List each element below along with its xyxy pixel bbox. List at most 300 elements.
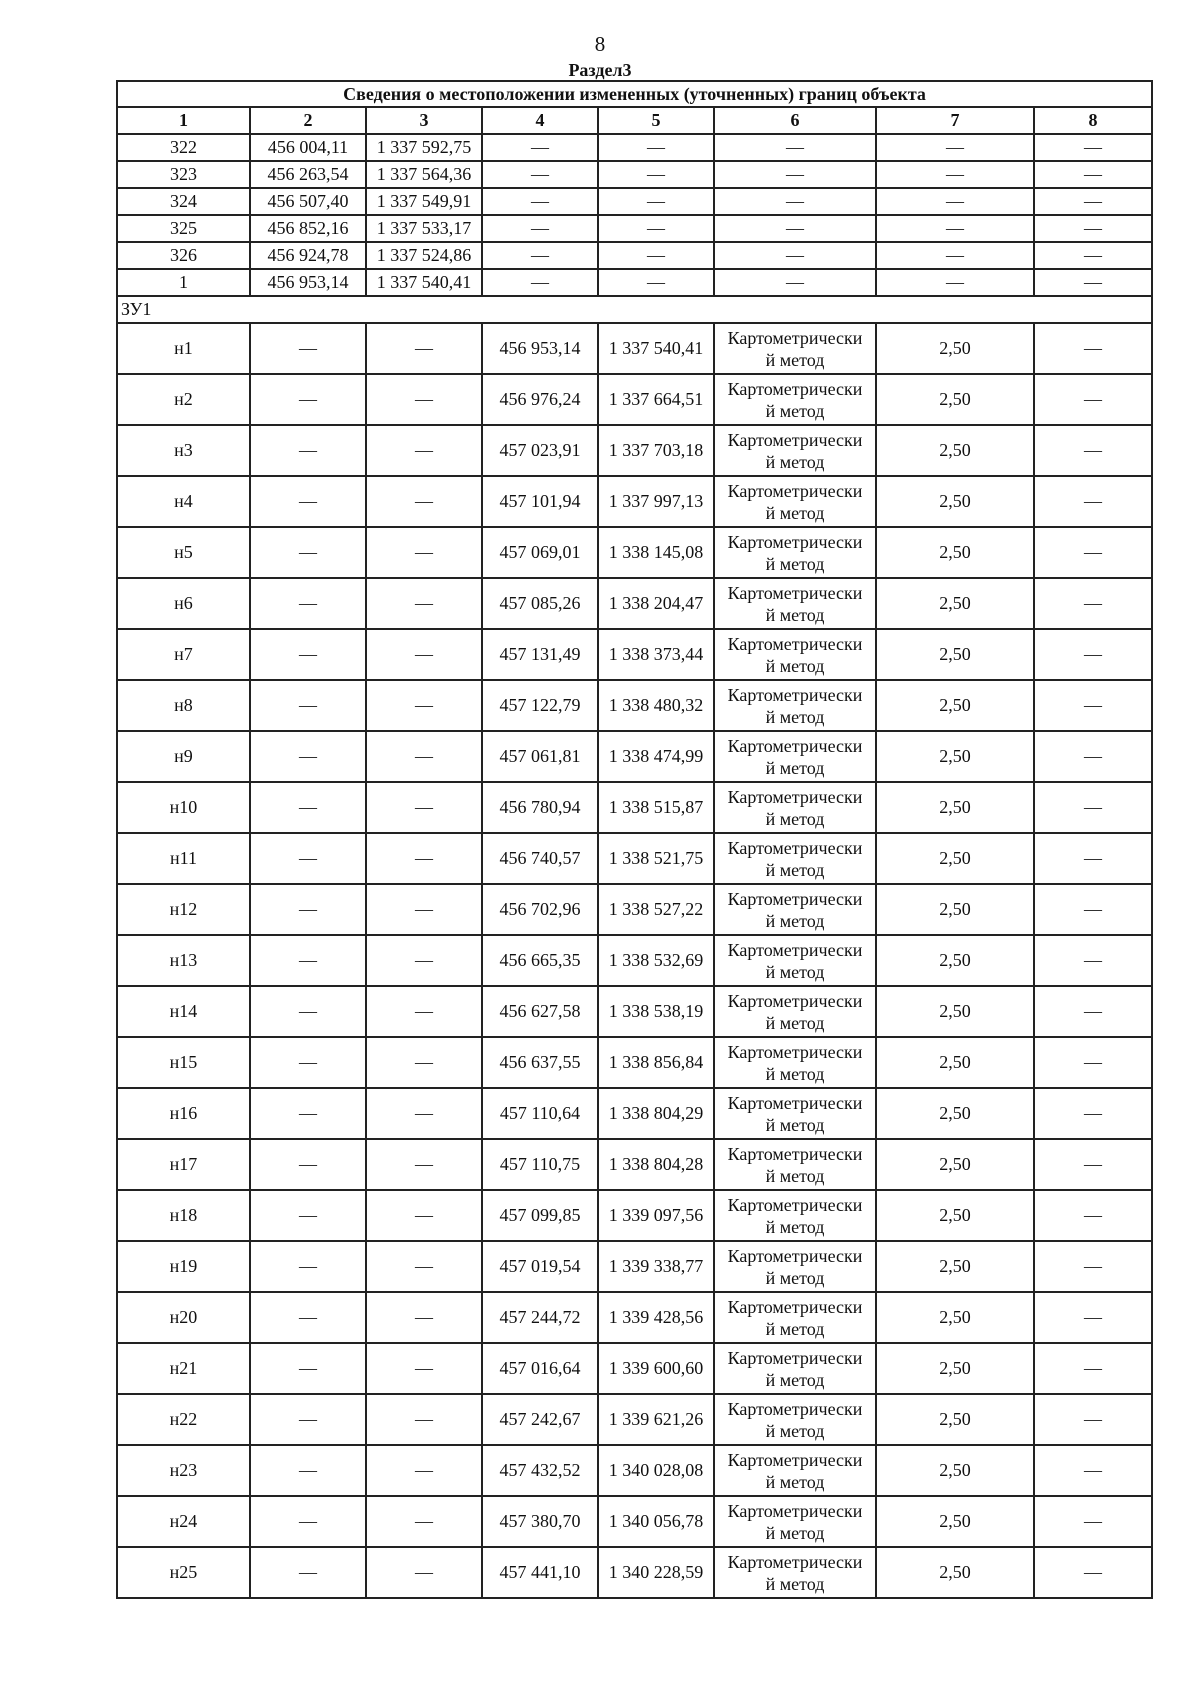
table-row: [117, 1292, 1152, 1343]
accuracy-cell: 2,50: [876, 1241, 1034, 1292]
point-id-cell: н10: [117, 782, 250, 833]
point-id-cell: н8: [117, 680, 250, 731]
point-id-cell: н15: [117, 1037, 250, 1088]
empty-cell: —: [714, 161, 876, 188]
empty-cell: —: [482, 134, 598, 161]
method-text-line2: й метод: [765, 400, 825, 421]
y-coordinate-cell: 1 339 600,60: [598, 1343, 714, 1394]
y-coordinate-cell: 1 338 515,87: [598, 782, 714, 833]
y-coordinate-cell: 1 340 028,08: [598, 1445, 714, 1496]
accuracy-cell: 2,50: [876, 1190, 1034, 1241]
empty-cell: —: [1034, 476, 1152, 527]
point-id-cell: н19: [117, 1241, 250, 1292]
point-id-cell: н21: [117, 1343, 250, 1394]
page-number: 8: [594, 32, 606, 56]
table-row: [117, 425, 1152, 476]
empty-cell: —: [366, 1394, 482, 1445]
accuracy-cell: 2,50: [876, 374, 1034, 425]
empty-cell: —: [1034, 1037, 1152, 1088]
table-row: [117, 1037, 1152, 1088]
empty-cell: —: [250, 782, 366, 833]
empty-cell: —: [250, 374, 366, 425]
method-text-line1: Картометрически: [727, 531, 863, 552]
x-coordinate-cell: 457 061,81: [482, 731, 598, 782]
point-id-cell: н16: [117, 1088, 250, 1139]
empty-cell: —: [598, 188, 714, 215]
method-cell: [714, 1190, 876, 1241]
table-row: [117, 986, 1152, 1037]
method-text-line1: Картометрически: [727, 888, 863, 909]
empty-cell: —: [250, 1190, 366, 1241]
empty-cell: —: [250, 986, 366, 1037]
empty-cell: —: [1034, 1139, 1152, 1190]
column-header: 6: [714, 107, 876, 134]
empty-cell: —: [598, 242, 714, 269]
x-coordinate-cell: 456 702,96: [482, 884, 598, 935]
table-row: [117, 1139, 1152, 1190]
y-coordinate-cell: 1 337 540,41: [366, 269, 482, 296]
x-coordinate-cell: 456 780,94: [482, 782, 598, 833]
empty-cell: —: [250, 1343, 366, 1394]
method-text-line1: Картометрически: [727, 1347, 863, 1368]
x-coordinate-cell: 456 665,35: [482, 935, 598, 986]
table-row: [117, 884, 1152, 935]
method-cell: [714, 1139, 876, 1190]
method-text-line2: й метод: [765, 1522, 825, 1543]
table-row: [117, 269, 1152, 296]
method-cell: [714, 680, 876, 731]
empty-cell: —: [366, 680, 482, 731]
x-coordinate-cell: 456 627,58: [482, 986, 598, 1037]
empty-cell: —: [1034, 161, 1152, 188]
x-coordinate-cell: 457 085,26: [482, 578, 598, 629]
empty-cell: —: [366, 1292, 482, 1343]
point-id-cell: н11: [117, 833, 250, 884]
method-text-line2: й метод: [765, 961, 825, 982]
empty-cell: —: [876, 188, 1034, 215]
table-row: [117, 578, 1152, 629]
y-coordinate-cell: 1 338 538,19: [598, 986, 714, 1037]
method-cell: [714, 986, 876, 1037]
table-row: [117, 161, 1152, 188]
method-cell: [714, 935, 876, 986]
point-id-cell: н9: [117, 731, 250, 782]
empty-cell: —: [250, 1241, 366, 1292]
point-id-cell: 324: [117, 188, 250, 215]
column-header: 2: [250, 107, 366, 134]
y-coordinate-cell: 1 340 056,78: [598, 1496, 714, 1547]
accuracy-cell: 2,50: [876, 425, 1034, 476]
empty-cell: —: [714, 215, 876, 242]
empty-cell: —: [366, 935, 482, 986]
point-id-cell: н25: [117, 1547, 250, 1598]
method-text-line2: й метод: [765, 1318, 825, 1339]
empty-cell: —: [714, 188, 876, 215]
empty-cell: —: [366, 986, 482, 1037]
y-coordinate-cell: 1 339 621,26: [598, 1394, 714, 1445]
empty-cell: —: [714, 134, 876, 161]
empty-cell: —: [1034, 680, 1152, 731]
empty-cell: —: [366, 1343, 482, 1394]
point-id-cell: н3: [117, 425, 250, 476]
empty-cell: —: [1034, 134, 1152, 161]
accuracy-cell: 2,50: [876, 1292, 1034, 1343]
group-label: ЗУ1: [117, 296, 1152, 323]
accuracy-cell: 2,50: [876, 1037, 1034, 1088]
method-text-line1: Картометрически: [727, 684, 863, 705]
method-cell: [714, 629, 876, 680]
table-row: [117, 1343, 1152, 1394]
accuracy-cell: 2,50: [876, 1394, 1034, 1445]
accuracy-cell: 2,50: [876, 629, 1034, 680]
table-row: [117, 1496, 1152, 1547]
y-coordinate-cell: 1 337 540,41: [598, 323, 714, 374]
method-cell: [714, 578, 876, 629]
table-caption: Сведения о местоположении измененных (уточненных) границ объекта: [117, 81, 1152, 107]
empty-cell: —: [366, 629, 482, 680]
empty-cell: —: [598, 161, 714, 188]
y-coordinate-cell: 1 338 480,32: [598, 680, 714, 731]
empty-cell: —: [1034, 242, 1152, 269]
empty-cell: —: [1034, 1088, 1152, 1139]
point-id-cell: н1: [117, 323, 250, 374]
method-text-line2: й метод: [765, 859, 825, 880]
empty-cell: —: [366, 1139, 482, 1190]
method-text-line2: й метод: [765, 910, 825, 931]
empty-cell: —: [1034, 1241, 1152, 1292]
empty-cell: —: [1034, 1292, 1152, 1343]
empty-cell: —: [1034, 425, 1152, 476]
point-id-cell: н13: [117, 935, 250, 986]
x-coordinate-cell: 457 122,79: [482, 680, 598, 731]
method-cell: [714, 1343, 876, 1394]
empty-cell: —: [250, 1292, 366, 1343]
point-id-cell: 326: [117, 242, 250, 269]
method-text-line1: Картометрически: [727, 786, 863, 807]
x-coordinate-cell: 456 004,11: [250, 134, 366, 161]
method-text-line1: Картометрически: [727, 1449, 863, 1470]
method-text-line2: й метод: [765, 1369, 825, 1390]
x-coordinate-cell: 456 637,55: [482, 1037, 598, 1088]
method-text-line1: Картометрически: [727, 735, 863, 756]
empty-cell: —: [482, 215, 598, 242]
empty-cell: —: [250, 1445, 366, 1496]
method-text-line2: й метод: [765, 349, 825, 370]
empty-cell: —: [876, 161, 1034, 188]
x-coordinate-cell: 457 131,49: [482, 629, 598, 680]
point-id-cell: н24: [117, 1496, 250, 1547]
empty-cell: —: [482, 269, 598, 296]
x-coordinate-cell: 456 852,16: [250, 215, 366, 242]
empty-cell: —: [1034, 1496, 1152, 1547]
empty-cell: —: [1034, 269, 1152, 296]
column-header: 5: [598, 107, 714, 134]
empty-cell: —: [1034, 1547, 1152, 1598]
x-coordinate-cell: 457 101,94: [482, 476, 598, 527]
x-coordinate-cell: 457 110,75: [482, 1139, 598, 1190]
y-coordinate-cell: 1 337 524,86: [366, 242, 482, 269]
empty-cell: —: [1034, 629, 1152, 680]
empty-cell: —: [482, 188, 598, 215]
empty-cell: —: [366, 1190, 482, 1241]
empty-cell: —: [250, 1037, 366, 1088]
y-coordinate-cell: 1 338 474,99: [598, 731, 714, 782]
y-coordinate-cell: 1 338 145,08: [598, 527, 714, 578]
empty-cell: —: [876, 215, 1034, 242]
accuracy-cell: 2,50: [876, 1496, 1034, 1547]
empty-cell: —: [1034, 935, 1152, 986]
method-text-line1: Картометрически: [727, 633, 863, 654]
empty-cell: —: [876, 134, 1034, 161]
empty-cell: —: [1034, 731, 1152, 782]
accuracy-cell: 2,50: [876, 1547, 1034, 1598]
method-text-line2: й метод: [765, 451, 825, 472]
method-text-line2: й метод: [765, 1114, 825, 1135]
empty-cell: —: [1034, 374, 1152, 425]
point-id-cell: н2: [117, 374, 250, 425]
empty-cell: —: [366, 578, 482, 629]
accuracy-cell: 2,50: [876, 680, 1034, 731]
method-text-line2: й метод: [765, 655, 825, 676]
method-text-line2: й метод: [765, 1012, 825, 1033]
table-row: [117, 935, 1152, 986]
empty-cell: —: [482, 242, 598, 269]
y-coordinate-cell: 1 339 097,56: [598, 1190, 714, 1241]
empty-cell: —: [1034, 215, 1152, 242]
method-text-line2: й метод: [765, 553, 825, 574]
method-cell: [714, 833, 876, 884]
empty-cell: —: [366, 1241, 482, 1292]
x-coordinate-cell: 457 069,01: [482, 527, 598, 578]
method-cell: [714, 1241, 876, 1292]
method-cell: [714, 1394, 876, 1445]
table-row: [117, 1241, 1152, 1292]
column-header: 1: [117, 107, 250, 134]
method-cell: [714, 1547, 876, 1598]
coordinates-table: [116, 80, 1153, 1599]
method-text-line2: й метод: [765, 1573, 825, 1594]
empty-cell: —: [1034, 1445, 1152, 1496]
method-cell: [714, 476, 876, 527]
method-text-line1: Картометрически: [727, 990, 863, 1011]
method-text-line2: й метод: [765, 502, 825, 523]
method-text-line1: Картометрически: [727, 1551, 863, 1572]
empty-cell: —: [250, 527, 366, 578]
x-coordinate-cell: 457 019,54: [482, 1241, 598, 1292]
empty-cell: —: [250, 1088, 366, 1139]
table-row: [117, 731, 1152, 782]
empty-cell: —: [1034, 782, 1152, 833]
table-row: [117, 833, 1152, 884]
table-row: [117, 242, 1152, 269]
empty-cell: —: [250, 629, 366, 680]
y-coordinate-cell: 1 337 592,75: [366, 134, 482, 161]
method-text-line1: Картометрически: [727, 1194, 863, 1215]
empty-cell: —: [598, 215, 714, 242]
y-coordinate-cell: 1 337 533,17: [366, 215, 482, 242]
empty-cell: —: [1034, 323, 1152, 374]
accuracy-cell: 2,50: [876, 1088, 1034, 1139]
point-id-cell: н23: [117, 1445, 250, 1496]
y-coordinate-cell: 1 338 373,44: [598, 629, 714, 680]
y-coordinate-cell: 1 338 527,22: [598, 884, 714, 935]
y-coordinate-cell: 1 337 997,13: [598, 476, 714, 527]
point-id-cell: н6: [117, 578, 250, 629]
point-id-cell: 1: [117, 269, 250, 296]
y-coordinate-cell: 1 337 564,36: [366, 161, 482, 188]
section-title: Раздел3: [568, 60, 632, 80]
empty-cell: —: [366, 884, 482, 935]
table-row: [117, 680, 1152, 731]
method-text-line1: Картометрически: [727, 378, 863, 399]
empty-cell: —: [598, 269, 714, 296]
x-coordinate-cell: 457 023,91: [482, 425, 598, 476]
accuracy-cell: 2,50: [876, 527, 1034, 578]
table-row: [117, 1445, 1152, 1496]
method-text-line1: Картометрически: [727, 1143, 863, 1164]
empty-cell: —: [714, 269, 876, 296]
y-coordinate-cell: 1 338 532,69: [598, 935, 714, 986]
accuracy-cell: 2,50: [876, 782, 1034, 833]
empty-cell: —: [876, 242, 1034, 269]
y-coordinate-cell: 1 337 664,51: [598, 374, 714, 425]
method-text-line1: Картометрически: [727, 1398, 863, 1419]
method-text-line1: Картометрически: [727, 480, 863, 501]
method-cell: [714, 884, 876, 935]
point-id-cell: н20: [117, 1292, 250, 1343]
x-coordinate-cell: 457 380,70: [482, 1496, 598, 1547]
y-coordinate-cell: 1 340 228,59: [598, 1547, 714, 1598]
method-text-line2: й метод: [765, 604, 825, 625]
column-header: 7: [876, 107, 1034, 134]
empty-cell: —: [1034, 986, 1152, 1037]
accuracy-cell: 2,50: [876, 1445, 1034, 1496]
y-coordinate-cell: 1 338 521,75: [598, 833, 714, 884]
point-id-cell: н17: [117, 1139, 250, 1190]
point-id-cell: н4: [117, 476, 250, 527]
accuracy-cell: 2,50: [876, 833, 1034, 884]
empty-cell: —: [366, 527, 482, 578]
x-coordinate-cell: 457 099,85: [482, 1190, 598, 1241]
empty-cell: —: [1034, 188, 1152, 215]
table-row: [117, 629, 1152, 680]
x-coordinate-cell: 456 953,14: [250, 269, 366, 296]
method-text-line2: й метод: [765, 1063, 825, 1084]
method-text-line1: Картометрически: [727, 837, 863, 858]
point-id-cell: н5: [117, 527, 250, 578]
method-text-line1: Картометрически: [727, 582, 863, 603]
point-id-cell: 322: [117, 134, 250, 161]
table-row: [117, 134, 1152, 161]
empty-cell: —: [250, 578, 366, 629]
accuracy-cell: 2,50: [876, 935, 1034, 986]
point-id-cell: н12: [117, 884, 250, 935]
method-text-line1: Картометрически: [727, 939, 863, 960]
method-cell: [714, 782, 876, 833]
accuracy-cell: 2,50: [876, 1343, 1034, 1394]
method-cell: [714, 1037, 876, 1088]
x-coordinate-cell: 457 244,72: [482, 1292, 598, 1343]
empty-cell: —: [366, 323, 482, 374]
empty-cell: —: [366, 1445, 482, 1496]
x-coordinate-cell: 457 110,64: [482, 1088, 598, 1139]
empty-cell: —: [366, 374, 482, 425]
method-text-line2: й метод: [765, 706, 825, 727]
empty-cell: —: [1034, 833, 1152, 884]
x-coordinate-cell: 457 242,67: [482, 1394, 598, 1445]
method-text-line2: й метод: [765, 1165, 825, 1186]
empty-cell: —: [250, 680, 366, 731]
empty-cell: —: [366, 782, 482, 833]
table-row: [117, 215, 1152, 242]
table-row: [117, 188, 1152, 215]
empty-cell: —: [250, 1496, 366, 1547]
empty-cell: —: [1034, 1343, 1152, 1394]
x-coordinate-cell: 456 953,14: [482, 323, 598, 374]
method-text-line1: Картометрически: [727, 1296, 863, 1317]
table-row: [117, 1394, 1152, 1445]
column-header: 4: [482, 107, 598, 134]
empty-cell: —: [366, 1496, 482, 1547]
method-cell: [714, 425, 876, 476]
accuracy-cell: 2,50: [876, 884, 1034, 935]
y-coordinate-cell: 1 338 804,28: [598, 1139, 714, 1190]
table-row: [117, 527, 1152, 578]
empty-cell: —: [250, 731, 366, 782]
empty-cell: —: [250, 935, 366, 986]
accuracy-cell: 2,50: [876, 1139, 1034, 1190]
accuracy-cell: 2,50: [876, 476, 1034, 527]
empty-cell: —: [366, 731, 482, 782]
method-text-line2: й метод: [765, 1216, 825, 1237]
accuracy-cell: 2,50: [876, 323, 1034, 374]
group-row: [117, 296, 1152, 323]
x-coordinate-cell: 456 507,40: [250, 188, 366, 215]
table-row: [117, 323, 1152, 374]
table-row: [117, 1190, 1152, 1241]
point-id-cell: н14: [117, 986, 250, 1037]
point-id-cell: 323: [117, 161, 250, 188]
empty-cell: —: [366, 425, 482, 476]
method-cell: [714, 374, 876, 425]
method-text-line2: й метод: [765, 808, 825, 829]
empty-cell: —: [250, 1547, 366, 1598]
method-text-line1: Картометрически: [727, 327, 863, 348]
table-caption-row: [117, 81, 1152, 107]
y-coordinate-cell: 1 338 204,47: [598, 578, 714, 629]
empty-cell: —: [1034, 884, 1152, 935]
method-cell: [714, 1445, 876, 1496]
method-text-line2: й метод: [765, 1420, 825, 1441]
empty-cell: —: [1034, 527, 1152, 578]
empty-cell: —: [366, 1547, 482, 1598]
accuracy-cell: 2,50: [876, 578, 1034, 629]
y-coordinate-cell: 1 338 804,29: [598, 1088, 714, 1139]
empty-cell: —: [250, 1139, 366, 1190]
y-coordinate-cell: 1 339 338,77: [598, 1241, 714, 1292]
table-row: [117, 476, 1152, 527]
point-id-cell: 325: [117, 215, 250, 242]
accuracy-cell: 2,50: [876, 731, 1034, 782]
method-text-line1: Картометрически: [727, 1245, 863, 1266]
y-coordinate-cell: 1 339 428,56: [598, 1292, 714, 1343]
empty-cell: —: [250, 833, 366, 884]
point-id-cell: н18: [117, 1190, 250, 1241]
x-coordinate-cell: 457 016,64: [482, 1343, 598, 1394]
empty-cell: —: [250, 476, 366, 527]
column-header: 3: [366, 107, 482, 134]
x-coordinate-cell: 456 924,78: [250, 242, 366, 269]
